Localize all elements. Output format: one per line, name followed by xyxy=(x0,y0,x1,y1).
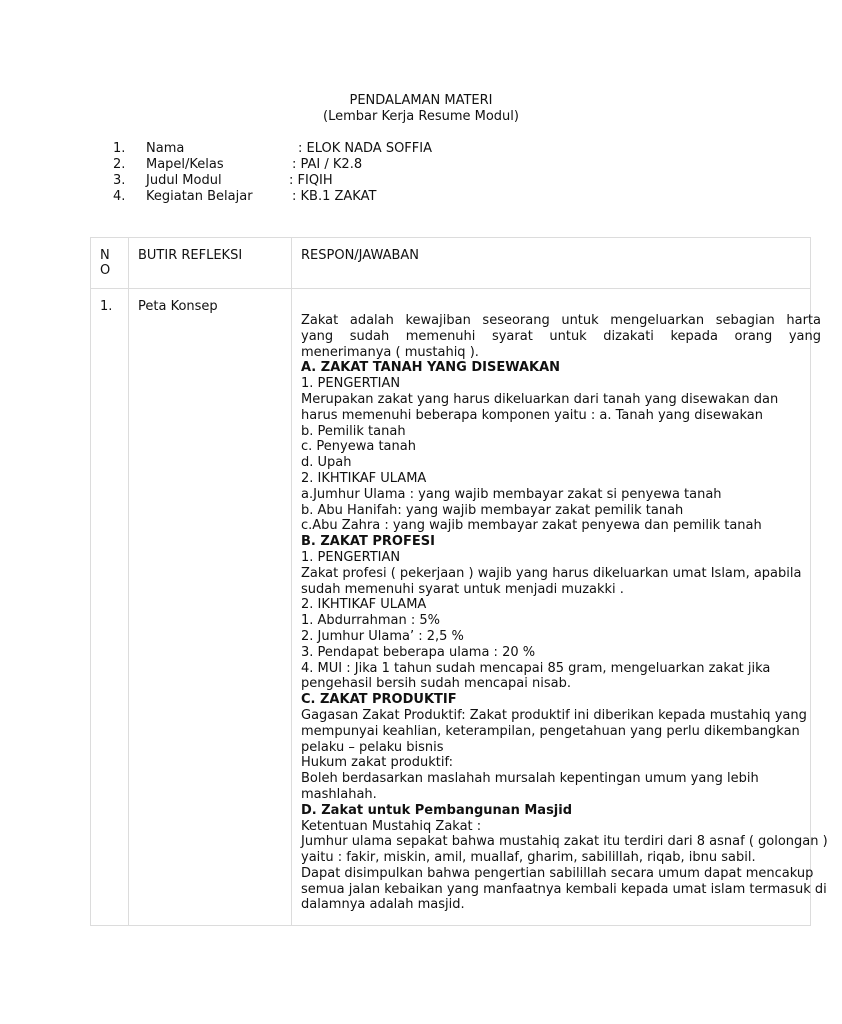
document-title: PENDALAMAN MATERI xyxy=(349,93,493,108)
identity-label: Mapel/Kelas xyxy=(146,157,224,172)
response-text xyxy=(292,289,828,913)
response-line: Gagasan Zakat Produktif: Zakat produktif ini diberikan kepada mustahiq yang xyxy=(301,707,807,723)
response-line: Jumhur ulama sepakat bahwa mustahiq zakat itu terdiri dari 8 asnaf ( golongan ) xyxy=(301,834,828,850)
header-cell-butir xyxy=(129,238,292,289)
header-cell-no xyxy=(91,238,129,289)
response-line: sudah memenuhi syarat untuk menjadi muzakki . xyxy=(301,581,624,597)
identity-label: Kegiatan Belajar xyxy=(146,189,253,204)
identity-value: : ELOK NADA SOFFIA xyxy=(298,141,432,156)
response-line: c.Abu Zahra : yang wajib membayar zakat penyewa dan pemilik tanah xyxy=(301,518,762,534)
header-butir-label: BUTIR REFLEKSI xyxy=(138,248,243,263)
response-line: Zakat profesi ( pekerjaan ) wajib yang harus dikeluarkan umat Islam, apabila xyxy=(301,565,802,581)
table-header-row xyxy=(91,238,811,289)
identity-value: : PAI / K2.8 xyxy=(292,157,363,172)
reflection-table xyxy=(90,237,828,926)
identity-value: : KB.1 ZAKAT xyxy=(292,189,377,204)
response-line: 2. IKHTIKAF ULAMA xyxy=(301,597,427,613)
response-line: Hukum zakat produktif: xyxy=(301,755,453,771)
response-line: 1. PENGERTIAN xyxy=(301,549,401,565)
row-butir-label: Peta Konsep xyxy=(138,299,218,314)
response-line: pelaku – pelaku bisnis xyxy=(301,739,444,755)
header-cell-respon xyxy=(292,238,811,289)
response-line: semua jalan kebaikan yang manfaatnya kembali kepada umat islam termasuk di xyxy=(301,881,827,897)
identity-number: 2. xyxy=(113,157,126,172)
row-number: 1. xyxy=(100,299,113,314)
response-line: 2. Jumhur Ulama’ : 2,5 % xyxy=(301,628,464,644)
document-subtitle: (Lembar Kerja Resume Modul) xyxy=(323,109,519,124)
response-line: mashlahah. xyxy=(301,786,377,802)
response-line: c. Penyewa tanah xyxy=(301,439,416,455)
identity-label: Nama xyxy=(146,141,185,156)
header-respon-label: RESPON/JAWABAN xyxy=(301,248,420,263)
response-line: b. Abu Hanifah: yang wajib membayar zakat pemilik tanah xyxy=(301,502,684,518)
section-heading: B. ZAKAT PROFESI xyxy=(301,534,435,550)
response-line: Merupakan zakat yang harus dikeluarkan dari tanah yang disewakan dan xyxy=(301,391,779,407)
header-no-label: NO xyxy=(100,248,111,278)
response-line: 3. Pendapat beberapa ulama : 20 % xyxy=(301,644,536,660)
response-line: Dapat disimpulkan bahwa pengertian sabilillah secara umum dapat mencakup xyxy=(301,865,814,881)
identity-value: : FIQIH xyxy=(289,173,333,188)
response-line: yaitu : fakir, miskin, amil, muallaf, gharim, sabilillah, riqab, ibnu sabil. xyxy=(301,850,756,866)
row-butir-cell xyxy=(129,289,292,926)
table-row xyxy=(91,289,811,926)
response-line: Zakat adalah kewajiban seseorang untuk mengeluarkan sebagian harta xyxy=(301,313,821,328)
row-response-cell xyxy=(292,289,828,926)
response-line: 2. IKHTIKAF ULAMA xyxy=(301,470,427,486)
response-line: menerimanya ( mustahiq ). xyxy=(301,344,479,360)
document-header xyxy=(0,93,842,125)
section-heading: C. ZAKAT PRODUKTIF xyxy=(301,692,457,708)
response-line: pengehasil bersih sudah mencapai nisab. xyxy=(301,676,571,692)
identity-number: 1. xyxy=(113,141,126,156)
response-line: yang sudah memenuhi syarat untuk dizakati kepada orang yang xyxy=(301,328,821,344)
response-line: Boleh berdasarkan maslahah mursalah kepentingan umum yang lebih xyxy=(301,771,759,787)
identity-number: 4. xyxy=(113,189,126,204)
section-heading: D. Zakat untuk Pembangunan Masjid xyxy=(301,802,573,818)
response-line: d. Upah xyxy=(301,455,352,471)
response-line: dalamnya adalah masjid. xyxy=(301,897,465,913)
response-line: mempunyai keahlian, keterampilan, pengetahuan yang perlu dikembangkan xyxy=(301,723,800,739)
identity-label: Judul Modul xyxy=(146,173,222,188)
identity-number: 3. xyxy=(113,173,126,188)
response-line: 4. MUI : Jika 1 tahun sudah mencapai 85 gram, mengeluarkan zakat jika xyxy=(301,660,771,676)
section-heading: A. ZAKAT TANAH YANG DISEWAKAN xyxy=(301,360,561,376)
row-no-cell xyxy=(91,289,129,926)
response-line: a.Jumhur Ulama : yang wajib membayar zakat si penyewa tanah xyxy=(301,486,722,502)
response-line: 1. Abdurrahman : 5% xyxy=(301,613,440,629)
response-line: b. Pemilik tanah xyxy=(301,423,406,439)
response-line: harus memenuhi beberapa komponen yaitu : a. Tanah yang disewakan xyxy=(301,407,763,423)
response-line: Ketentuan Mustahiq Zakat : xyxy=(301,818,482,834)
response-line: 1. PENGERTIAN xyxy=(301,376,401,392)
